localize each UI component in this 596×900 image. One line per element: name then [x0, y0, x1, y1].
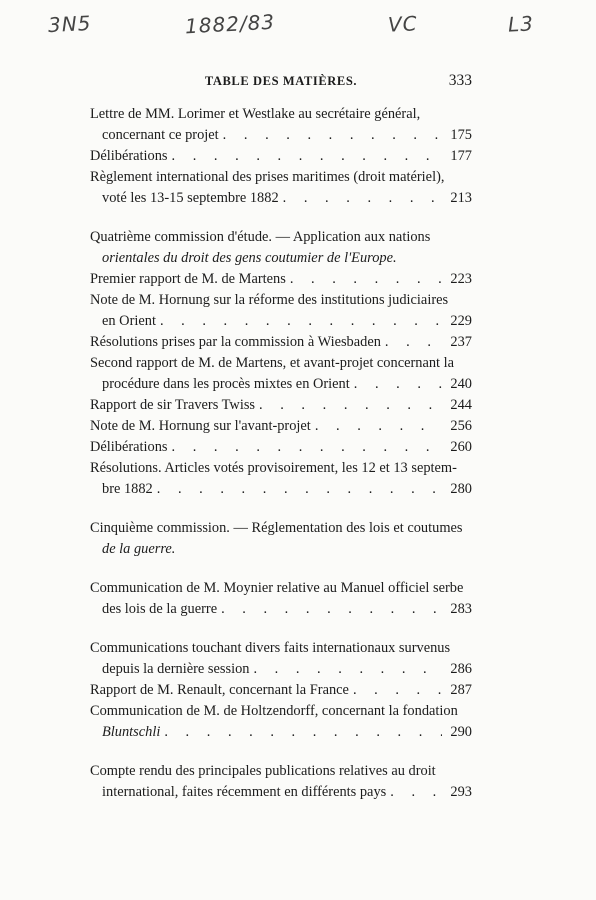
dot-leader — [153, 479, 442, 500]
toc-entry — [90, 680, 472, 701]
dot-leader — [349, 680, 442, 701]
toc-page-number: 229 — [450, 313, 472, 329]
toc-entry-text: Premier rapport de M. de Martens — [90, 271, 286, 287]
dot-leader — [255, 395, 442, 416]
section-heading-text: de la guerre. — [102, 541, 176, 557]
toc-page-number: 260 — [450, 439, 472, 455]
toc-entry — [90, 332, 472, 353]
toc-page-number: 240 — [450, 376, 472, 392]
section-heading-text: Quatrième commission d'étude. — Application aux nations — [90, 229, 431, 245]
toc-entry-text: depuis la dernière session — [102, 661, 250, 677]
toc-entry-text: Compte rendu des principales publications relatives au droit — [90, 763, 436, 779]
toc-entry-text: Délibérations — [90, 439, 168, 455]
toc-entry — [90, 416, 472, 437]
toc-entry-text: Délibérations — [90, 148, 168, 164]
toc-entry — [90, 290, 472, 332]
toc-page-number: 256 — [450, 418, 472, 434]
dot-leader — [219, 125, 442, 146]
section-heading — [90, 518, 472, 560]
toc-entry — [90, 104, 472, 146]
dot-leader — [160, 722, 442, 743]
dot-leader — [249, 659, 442, 680]
toc-page-number: 293 — [450, 784, 472, 800]
toc-entry-text: concernant ce projet — [102, 127, 219, 143]
toc-entry — [90, 167, 472, 209]
page-number: 333 — [448, 72, 472, 89]
handwritten-annotation: L3 — [507, 11, 535, 37]
handwritten-annotation: VC — [387, 11, 419, 37]
toc-entry — [90, 437, 472, 458]
toc-page-number: 237 — [450, 334, 472, 350]
toc-page-number: 223 — [450, 271, 472, 287]
toc-entry-text: Note de M. Hornung sur l'avant-projet — [90, 418, 311, 434]
toc-entry-text: Note de M. Hornung sur la réforme des institutions judiciaires — [90, 292, 449, 308]
dot-leader — [168, 146, 442, 167]
toc-entry-text: des lois de la guerre — [102, 601, 218, 617]
handwritten-annotation: 3N5 — [47, 10, 93, 38]
toc-entry-text: Bluntschli — [102, 724, 161, 740]
toc-page-number: 244 — [450, 397, 472, 413]
toc-entry-text: Rapport de sir Travers Twiss — [90, 397, 256, 413]
dot-leader — [168, 437, 442, 458]
dot-leader — [217, 599, 442, 620]
toc-entry — [90, 395, 472, 416]
toc-entry-text: international, faites récemment en différents pays — [102, 784, 387, 800]
toc-entry-text: Communications touchant divers faits internationaux survenus — [90, 640, 451, 656]
toc-page-number: 286 — [450, 661, 472, 677]
toc-entry-text: procédure dans les procès mixtes en Orient — [102, 376, 350, 392]
toc-entry — [90, 761, 472, 803]
toc-page-number: 280 — [450, 481, 472, 497]
toc-page-number: 290 — [450, 724, 472, 740]
toc-entry — [90, 146, 472, 167]
toc-entry — [90, 578, 472, 620]
table-of-contents — [90, 104, 472, 803]
dot-leader — [350, 374, 442, 395]
toc-page-number: 213 — [450, 190, 472, 206]
toc-entry-text: Communication de M. Moynier relative au Manuel officiel serbe — [90, 580, 464, 596]
handwritten-annotation: 1882/83 — [184, 9, 276, 39]
dot-leader — [381, 332, 442, 353]
toc-entry-text: Résolutions prises par la commission à Wiesbaden — [90, 334, 381, 350]
toc-entry-text: Rapport de M. Renault, concernant la France — [90, 682, 349, 698]
page-header — [90, 74, 472, 94]
toc-entry-text: en Orient — [102, 313, 156, 329]
toc-entry-text: Lettre de MM. Lorimer et Westlake au secrétaire général, — [90, 106, 421, 122]
toc-page-number: 177 — [450, 148, 472, 164]
toc-page-number: 283 — [450, 601, 472, 617]
toc-entry — [90, 269, 472, 290]
section-heading-text: orientales du droit des gens coutumier de l'Europe. — [102, 250, 397, 266]
toc-entry — [90, 458, 472, 500]
toc-page-number: 287 — [450, 682, 472, 698]
dot-leader — [386, 782, 442, 803]
toc-entry-text: Communication de M. de Holtzendorff, concernant la fondation — [90, 703, 458, 719]
toc-entry — [90, 701, 472, 743]
toc-entry — [90, 353, 472, 395]
toc-entry-text: Résolutions. Articles votés provisoirement, les 12 et 13 septem- — [90, 460, 457, 476]
dot-leader — [156, 311, 442, 332]
toc-entry — [90, 638, 472, 680]
section-heading — [90, 227, 472, 269]
section-heading-text: Cinquième commission. — Réglementation des lois et coutumes — [90, 520, 463, 536]
toc-entry-text: Règlement international des prises maritimes (droit matériel), — [90, 169, 445, 185]
toc-entry-text: bre 1882 — [102, 481, 153, 497]
running-title: TABLE DES MATIÈRES. — [204, 74, 358, 88]
dot-leader — [286, 269, 442, 290]
toc-entry-text: Second rapport de M. de Martens, et avant-projet concernant la — [90, 355, 455, 371]
dot-leader — [311, 416, 442, 437]
toc-entry-text: voté les 13-15 septembre 1882 — [102, 190, 279, 206]
dot-leader — [279, 188, 442, 209]
toc-page-number: 175 — [450, 127, 472, 143]
